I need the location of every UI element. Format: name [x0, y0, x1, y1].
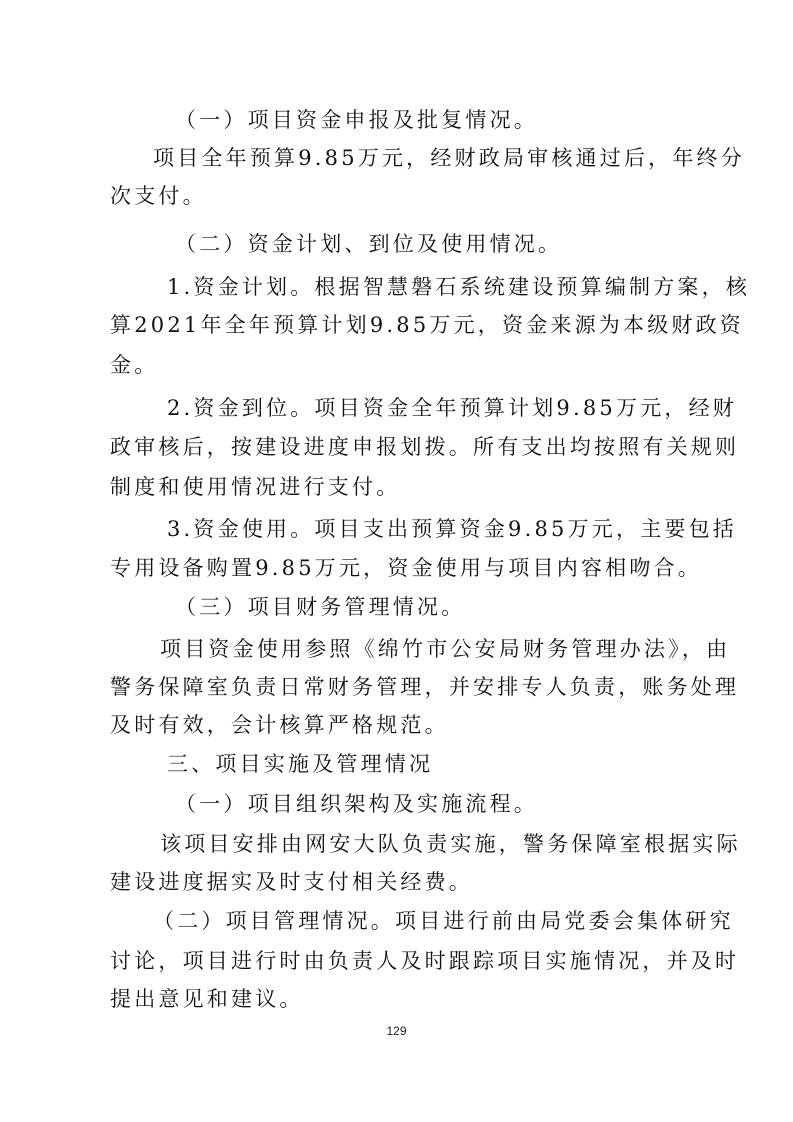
paragraph-line: 警务保障室负责日常财务管理，并安排专人负责，账务处理 [110, 675, 740, 699]
paragraph-line: 项目全年预算9.85万元，经财政局审核通过后，年终分 [153, 146, 745, 170]
paragraph-line: 2.资金到位。项目资金全年预算计划9.85万元，经财 [167, 396, 737, 420]
paragraph-line: 项目资金使用参照《绵竹市公安局财务管理办法》，由 [160, 637, 731, 661]
paragraph-line: 讨论，项目进行时由负责人及时跟踪项目实施情况，并及时 [110, 949, 740, 973]
paragraph-line: 制度和使用情况进行支付。 [110, 475, 401, 499]
chapter-heading-implementation: 三、项目实施及管理情况 [167, 752, 434, 776]
paragraph-line: 建设进度据实及时支付相关经费。 [110, 870, 473, 894]
paragraph-line: 算2021年全年预算计划9.85万元，资金来源为本级财政资 [110, 313, 744, 337]
paragraph-line: 次支付。 [110, 184, 207, 208]
section-heading-funding-application: （一）项目资金申报及批复情况。 [175, 108, 538, 132]
paragraph-line: 该项目安排由网安大队负责实施，警务保障室根据实际 [160, 832, 741, 856]
paragraph-line: 专用设备购置9.85万元，资金使用与项目内容相吻合。 [110, 556, 702, 580]
section-heading-organization: （一）项目组织架构及实施流程。 [175, 792, 538, 816]
paragraph-line: 及时有效，会计核算严格规范。 [110, 713, 449, 737]
paragraph-line: 提出意见和建议。 [110, 987, 304, 1011]
paragraph-line: 金。 [110, 353, 159, 377]
page-number: 129 [386, 1024, 407, 1038]
section-heading-project-management: （二）项目管理情况。项目进行前由局党委会集体研究 [153, 909, 734, 933]
section-heading-funding-plan: （二）资金计划、到位及使用情况。 [175, 232, 563, 256]
section-heading-financial-management: （三）项目财务管理情况。 [175, 595, 466, 619]
paragraph-line: 3.资金使用。项目支出预算资金9.85万元，主要包括 [167, 517, 737, 541]
paragraph-line: 政审核后，按建设进度申报划拨。所有支出均按照有关规则 [110, 435, 740, 459]
paragraph-line: 1.资金计划。根据智慧磐石系统建设预算编制方案，核 [167, 275, 751, 299]
